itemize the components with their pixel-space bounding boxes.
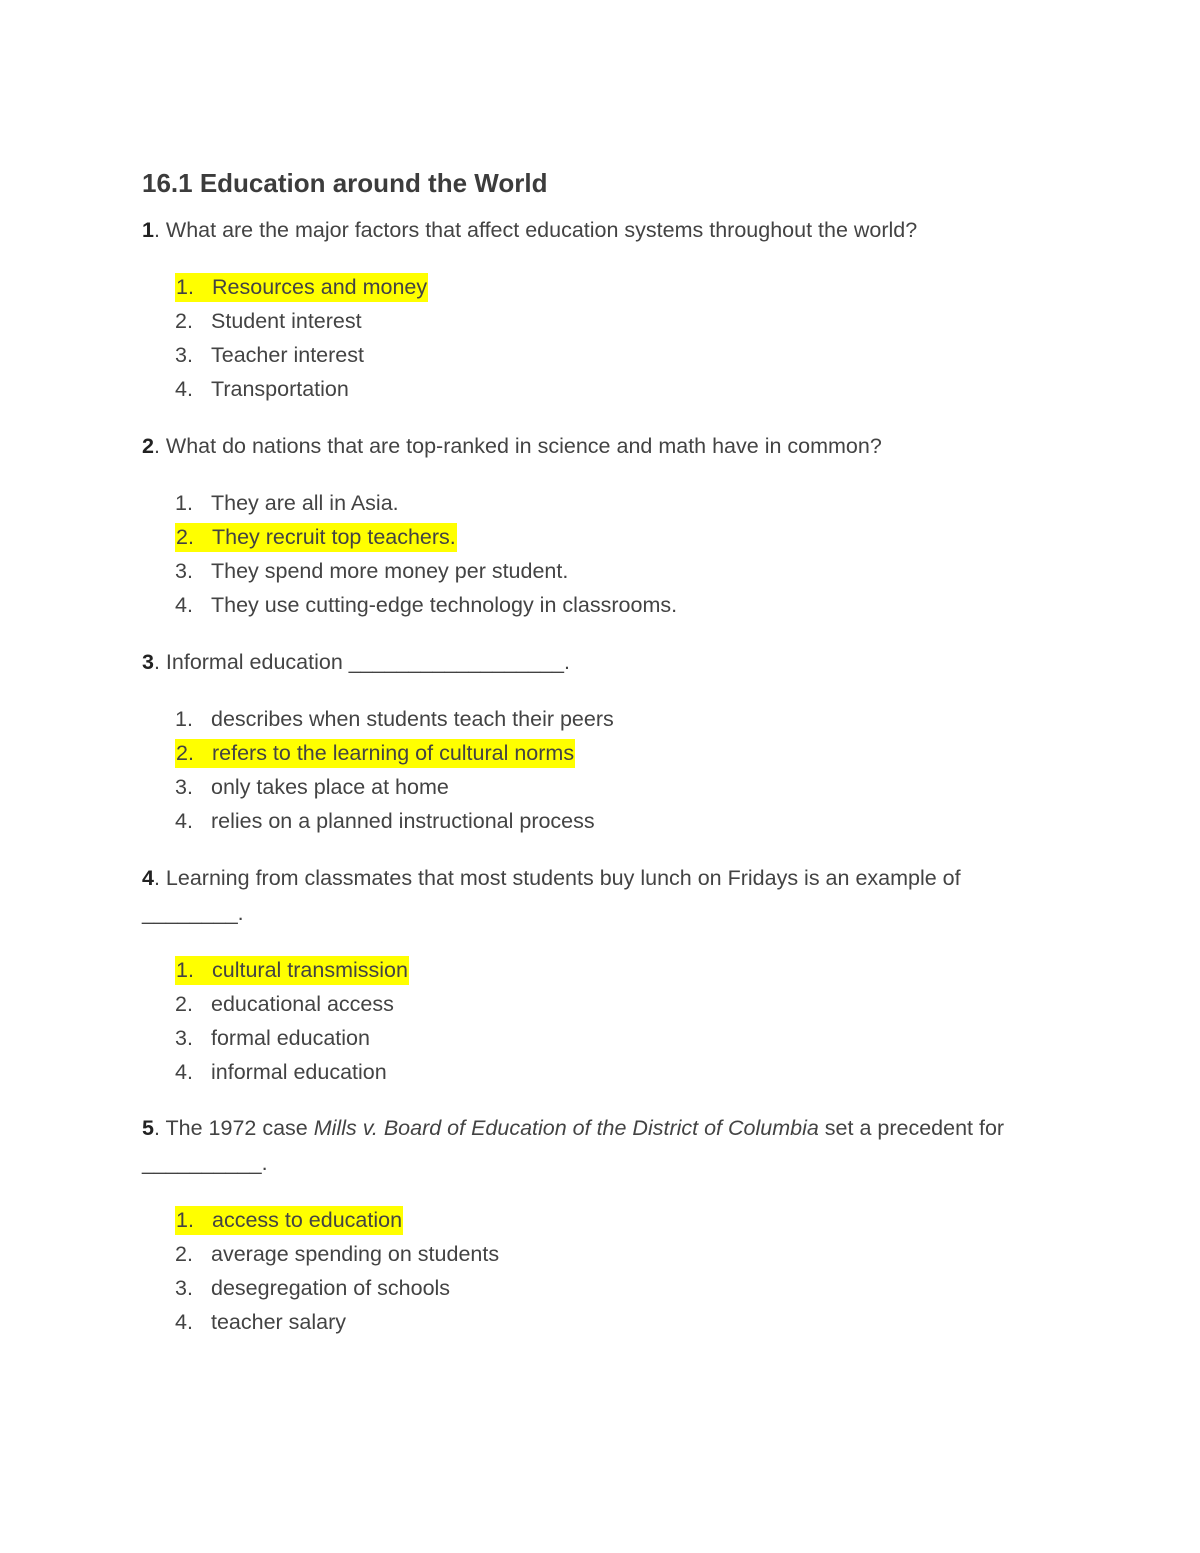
highlighted-answer: 2. They recruit top teachers.: [175, 523, 457, 552]
page-title: 16.1 Education around the World: [142, 168, 548, 198]
option-item: [175, 270, 428, 304]
option-item: [175, 953, 409, 987]
option-item: [175, 520, 677, 554]
option-item: 4. teacher salary: [175, 1310, 347, 1334]
option-item: 1. describes when students teach their peers: [175, 707, 614, 731]
option-item: 3. formal education: [175, 1026, 370, 1050]
question-text: . What are the major factors that affect education systems throughout the world?: [153, 218, 918, 242]
option-item: 2. Student interest: [175, 309, 362, 333]
highlighted-answer: 1. cultural transmission: [175, 956, 409, 985]
question-1-options: [175, 270, 428, 406]
question-1: [142, 213, 1062, 248]
question-text: . Informal education __________________.: [153, 650, 570, 674]
option-item: 2. average spending on students: [175, 1242, 500, 1266]
question-3: [142, 645, 1062, 680]
option-item: 4. informal education: [175, 1060, 387, 1084]
question-number: 2: [142, 434, 154, 458]
option-item: 4. They use cutting-edge technology in classrooms.: [175, 593, 678, 617]
question-3-options: [175, 702, 614, 838]
question-2-options: [175, 486, 677, 622]
option-item: [175, 736, 614, 770]
question-number: 4: [142, 866, 154, 890]
option-item: 4. relies on a planned instructional process: [175, 809, 595, 833]
question-4-options: [175, 953, 409, 1089]
case-title: Mills v. Board of Education of the District of Columbia: [313, 1116, 819, 1140]
option-item: 3. Teacher interest: [175, 343, 364, 367]
option-item: 2. educational access: [175, 992, 394, 1016]
highlighted-answer: 2. refers to the learning of cultural norms: [175, 739, 575, 768]
question-number: 1: [142, 218, 154, 242]
option-item: [175, 1203, 499, 1237]
question-text: . Learning from classmates that most students buy lunch on Fridays is an example of ________.: [142, 866, 961, 925]
question-2: [142, 429, 1062, 464]
option-item: 1. They are all in Asia.: [175, 491, 399, 515]
option-item: 4. Transportation: [175, 377, 349, 401]
option-item: 3. only takes place at home: [175, 775, 449, 799]
question-5: [142, 1111, 1062, 1181]
highlighted-answer: 1. Resources and money: [175, 273, 428, 302]
highlighted-answer: 1. access to education: [175, 1206, 403, 1235]
question-number: 5: [142, 1116, 154, 1140]
question-text: . What do nations that are top-ranked in science and math have in common?: [153, 434, 882, 458]
option-item: 3. They spend more money per student.: [175, 559, 569, 583]
question-4: [142, 861, 1062, 931]
option-item: 3. desegregation of schools: [175, 1276, 451, 1300]
question-text-after: set a precedent for __________.: [142, 1116, 1005, 1175]
question-text-before: . The 1972 case: [153, 1116, 314, 1140]
question-5-options: [175, 1203, 499, 1339]
question-number: 3: [142, 650, 154, 674]
